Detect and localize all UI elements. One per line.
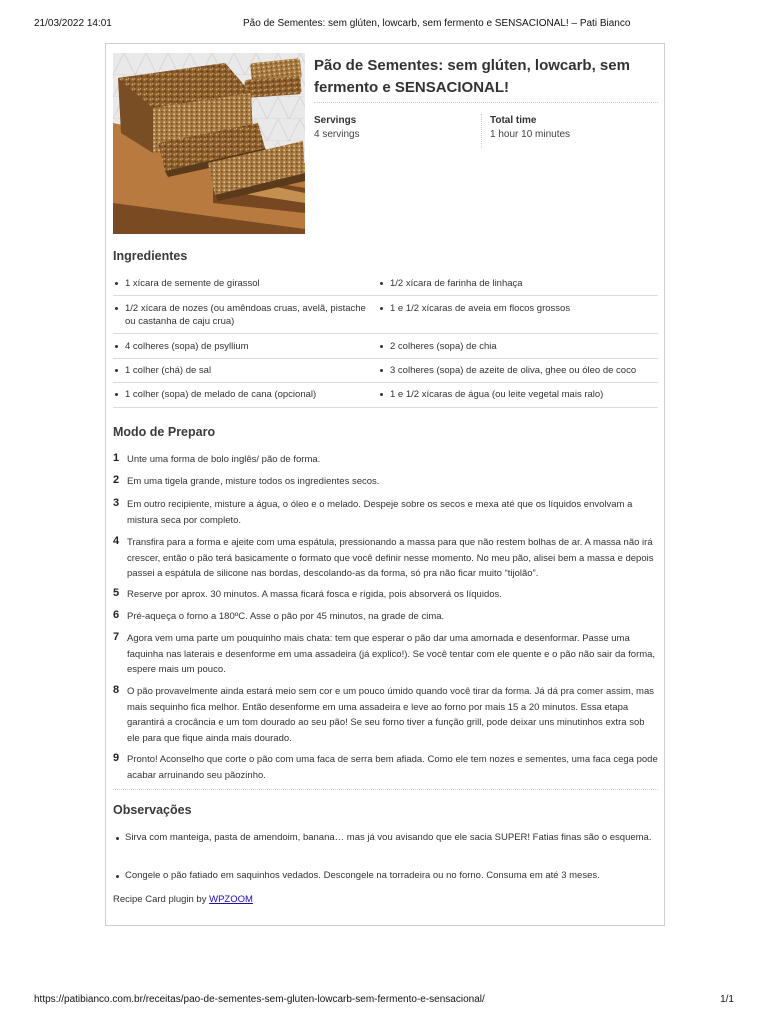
step-text: Transfira para a forma e ajeite com uma espátula, pressionando a massa para que não restem bolhas de ar. A massa não irá crescer, então o pão terá basicamente o formato que você definir nesse momento. No meu pão, alisei bem a massa e depois passei a espátula de silicone nas bordas, descolando-as da forma, só pra não ficar muito “tijolão”.: [127, 537, 654, 579]
seed-bread-image: [113, 53, 305, 234]
preparation-heading: Modo de Preparo: [113, 425, 216, 439]
step-number: 5: [113, 587, 120, 599]
step-text: Unte uma forma de bolo inglês/ pão de forma.: [127, 454, 321, 465]
total-time-block: [481, 114, 570, 148]
ingredient-item: 1 e 1/2 xícaras de água (ou leite vegetal mais ralo): [378, 388, 658, 401]
preparation-step: [113, 474, 658, 490]
preparation-step: [113, 684, 658, 746]
step-text: Agora vem uma parte um pouquinho mais chata: tem que esperar o pão dar uma amornada e desenformar. Passe uma faquinha nas laterais e desenforme em uma assadeira (já explico!). Se você tentar com ele quente e o pão não sair da forma, espere mais um pouco.: [127, 633, 656, 675]
preparation-step: [113, 497, 658, 528]
print-date: 21/03/2022 14:01: [34, 18, 112, 29]
servings-label: Servings: [314, 115, 357, 126]
step-text: Pronto! Aconselho que corte o pão com uma faca de serra bem afiada. Como ele tem nozes e sementes, uma faca cega pode acabar arruinando seu pãozinho.: [127, 754, 658, 781]
total-time-value: 1 hour 10 minutes: [490, 129, 571, 140]
step-number: 1: [113, 452, 120, 464]
note-item: Sirva com manteiga, pasta de amendoim, banana… mas já vou avisando que ele sacia SUPER! Fatias finas são o esquema.: [113, 830, 653, 846]
ingredient-item: 3 colheres (sopa) de azeite de oliva, ghee ou óleo de coco: [378, 364, 658, 377]
print-page-number: 1/1: [720, 994, 734, 1005]
ingredient-row: [113, 296, 658, 334]
ingredient-row: [113, 383, 658, 408]
step-number: 8: [113, 684, 120, 696]
recipe-photo: [113, 53, 305, 234]
step-number: 9: [113, 752, 120, 764]
preparation-step: [113, 452, 658, 468]
total-time-label: Total time: [490, 115, 537, 126]
step-text: O pão provavelmente ainda estará meio sem cor e um pouco úmido quando você tirar da forma. Já dá pra comer assim, mas mais sequinho fica melhor. Então desenforme em uma assadeira e leve ao forno por mais 15 a 20 minutos. Essa etapa garantirá a crocância e um tom dourado ao seu pão! Se seu forno tiver a função grill, pode deixar uns minutinhos extra sob ele para que fique ainda mais dourado.: [127, 686, 654, 744]
ingredient-item: 1 colher (chá) de sal: [113, 364, 378, 377]
step-text: Pré-aqueça o forno a 180ºC. Asse o pão por 45 minutos, na grade de cima.: [127, 611, 445, 622]
step-number: 7: [113, 631, 120, 643]
ingredient-row: [113, 359, 658, 383]
note-item: Congele o pão fatiado em saquinhos vedados. Descongele na torradeira ou no forno. Consuma em até 3 meses.: [113, 868, 653, 884]
ingredient-item: 1 xícara de semente de girassol: [113, 277, 378, 290]
ingredient-row: [113, 334, 658, 359]
step-text: Em uma tigela grande, misture todos os ingredientes secos.: [127, 476, 380, 487]
print-url: https://patibianco.com.br/receitas/pao-de-sementes-sem-gluten-lowcarb-sem-fermento-e-sensacional/: [34, 994, 485, 1005]
preparation-step: [113, 587, 658, 603]
ingredients-heading: Ingredientes: [113, 249, 188, 263]
ingredient-item: 2 colheres (sopa) de chia: [378, 340, 658, 353]
recipe-title: Pão de Sementes: sem glúten, lowcarb, sem fermento e SENSACIONAL!: [314, 57, 630, 96]
credit-prefix: Recipe Card plugin by: [113, 894, 210, 905]
recipe-card: [105, 43, 665, 926]
ingredient-item: 1/2 xícara de nozes (ou amêndoas cruas, avelã, pistache ou castanha de caju crua): [113, 302, 378, 328]
print-footer: [0, 994, 768, 1008]
step-number: 4: [113, 535, 120, 547]
step-number: 2: [113, 474, 120, 486]
step-number: 3: [113, 497, 120, 509]
print-header: [0, 18, 768, 32]
ingredient-item: 1/2 xícara de farinha de linhaça: [378, 277, 658, 290]
servings-value: 4 servings: [314, 129, 360, 140]
ingredient-item: 1 colher (sopa) de melado de cana (opcional): [113, 388, 378, 401]
notes-heading: Observações: [113, 803, 192, 817]
preparation-step: [113, 609, 658, 625]
preparation-step: [113, 631, 658, 678]
step-text: Reserve por aprox. 30 minutos. A massa ficará fosca e rígida, pois absorverá os líquidos.: [127, 589, 502, 600]
ingredient-item: 4 colheres (sopa) de psyllium: [113, 340, 378, 353]
servings-block: [314, 114, 360, 142]
ingredients-list: [113, 270, 658, 408]
title-divider: [314, 102, 658, 103]
steps-divider: [113, 789, 658, 790]
preparation-step: [113, 752, 658, 783]
plugin-credit: [113, 894, 253, 905]
ingredient-item: 1 e 1/2 xícaras de aveia em flocos grossos: [378, 302, 658, 315]
step-text: Em outro recipiente, misture a água, o óleo e o melado. Despeje sobre os secos e mexa até que os líquidos envolvam a mistura seca por completo.: [127, 499, 633, 526]
preparation-step: [113, 535, 658, 582]
wpzoom-link[interactable]: WPZOOM: [209, 894, 253, 905]
recipe-meta: [314, 114, 658, 148]
print-page-title: Pão de Sementes: sem glúten, lowcarb, sem fermento e SENSACIONAL! – Pati Bianco: [243, 18, 631, 29]
step-number: 6: [113, 609, 120, 621]
ingredient-row: [113, 270, 658, 296]
